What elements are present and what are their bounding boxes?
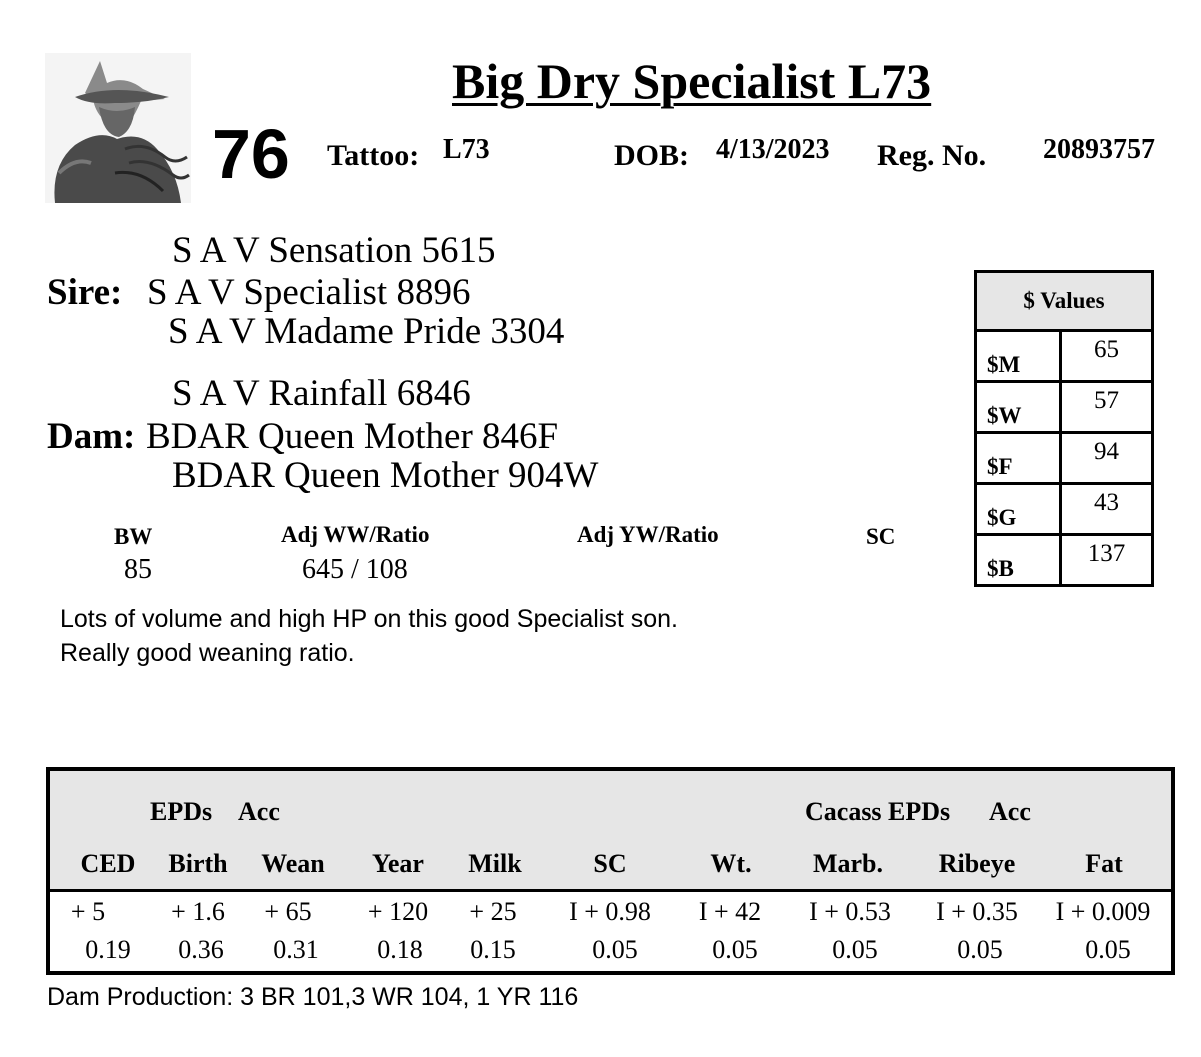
- epd-value-wean: + 65: [264, 897, 312, 926]
- tattoo-label: Tattoo:: [327, 139, 420, 172]
- dob-value: 4/13/2023: [716, 134, 830, 165]
- dollar-value-label: $F: [976, 433, 1061, 484]
- comment-line-1: Lots of volume and high HP on this good Specialist son.: [60, 605, 678, 633]
- acc-value-year: 0.18: [377, 935, 423, 964]
- logo: [45, 53, 191, 203]
- tattoo-value: L73: [443, 134, 490, 165]
- animal-title: Big Dry Specialist L73: [452, 53, 932, 109]
- dollar-value-label: $W: [976, 382, 1061, 433]
- sc-header: SC: [866, 524, 896, 549]
- dollar-value-row: [976, 433, 1153, 484]
- reg-no-label: Reg. No.: [877, 139, 987, 172]
- dollar-value-row: [976, 331, 1153, 382]
- dollar-value-label: $G: [976, 484, 1061, 535]
- epds-group-label: EPDs: [150, 797, 213, 826]
- acc-value-milk: 0.15: [470, 935, 516, 964]
- dob-label: DOB:: [614, 139, 689, 172]
- column-header-ced: CED: [80, 849, 136, 878]
- carcass-acc-label: Acc: [989, 797, 1031, 826]
- epd-value-ced: + 5: [70, 897, 106, 926]
- dam-label: Dam:: [47, 416, 136, 457]
- epd-value-milk: + 25: [469, 897, 517, 926]
- epd-value-wt: I + 42: [698, 897, 762, 926]
- dam-dam: BDAR Queen Mother 904W: [172, 455, 599, 496]
- acc-value-ribeye: 0.05: [957, 935, 1003, 964]
- dollar-values-table: [974, 270, 1154, 587]
- column-header-wean: Wean: [261, 849, 325, 878]
- sire-name: S A V Specialist 8896: [147, 272, 471, 313]
- bw-header: BW: [114, 524, 153, 549]
- epd-value-fat: I + 0.009: [1055, 897, 1151, 926]
- column-header-ribeye: Ribeye: [938, 849, 1016, 878]
- adj-ww-header: Adj WW/Ratio: [281, 522, 430, 547]
- dollar-value: 57: [1061, 382, 1153, 433]
- dam-name: BDAR Queen Mother 846F: [146, 416, 559, 457]
- column-header-fat: Fat: [1085, 849, 1123, 878]
- column-header-year: Year: [372, 849, 424, 878]
- dollar-value: 137: [1061, 535, 1153, 586]
- epd-value-sc: I + 0.98: [569, 897, 651, 926]
- dollar-value: 65: [1061, 331, 1153, 382]
- dollar-value-row: [976, 535, 1153, 586]
- acc-value-sc: 0.05: [592, 935, 638, 964]
- epd-value-birth: + 1.6: [171, 897, 225, 926]
- epd-value-ribeye: I + 0.35: [936, 897, 1018, 926]
- acc-value-ced: 0.19: [85, 935, 131, 964]
- cowboy-portrait-icon: [45, 53, 191, 203]
- sire-sire: S A V Sensation 5615: [172, 230, 496, 271]
- column-header-wt: Wt.: [710, 849, 752, 878]
- dollar-value-label: $B: [976, 535, 1061, 586]
- epd-value-year: + 120: [367, 897, 429, 926]
- dam-production: Dam Production: 3 BR 101,3 WR 104, 1 YR 116: [47, 983, 579, 1011]
- column-header-sc: SC: [593, 849, 627, 878]
- dollar-value-row: [976, 382, 1153, 433]
- acc-value-birth: 0.36: [178, 935, 224, 964]
- sire-label: Sire:: [47, 272, 123, 313]
- reg-no-value: 20893757: [1043, 134, 1155, 165]
- dollar-value-row: [976, 484, 1153, 535]
- dollar-value-label: $M: [976, 331, 1061, 382]
- acc-value-fat: 0.05: [1085, 935, 1131, 964]
- column-header-milk: Milk: [468, 849, 522, 878]
- column-header-birth: Birth: [168, 849, 228, 878]
- dollar-values-title: $ Values: [976, 272, 1153, 331]
- epds-acc-label: Acc: [238, 797, 280, 826]
- dollar-value: 43: [1061, 484, 1153, 535]
- acc-value-marb: 0.05: [832, 935, 878, 964]
- carcass-epds-group-label: Cacass EPDs: [805, 797, 951, 826]
- acc-value-wt: 0.05: [712, 935, 758, 964]
- epd-value-marb: I + 0.53: [809, 897, 891, 926]
- dam-sire: S A V Rainfall 6846: [172, 373, 471, 414]
- lot-number: 76: [212, 115, 290, 193]
- adj-ww-value: 645 / 108: [302, 554, 408, 585]
- adj-yw-header: Adj YW/Ratio: [577, 522, 719, 547]
- comment-line-2: Really good weaning ratio.: [60, 639, 355, 667]
- sire-dam: S A V Madame Pride 3304: [168, 311, 565, 352]
- bw-value: 85: [124, 554, 152, 585]
- epd-table-header: [50, 771, 1171, 892]
- acc-value-wean: 0.31: [273, 935, 319, 964]
- epd-table: [46, 767, 1175, 975]
- dollar-value: 94: [1061, 433, 1153, 484]
- column-header-marb: Marb.: [812, 849, 884, 878]
